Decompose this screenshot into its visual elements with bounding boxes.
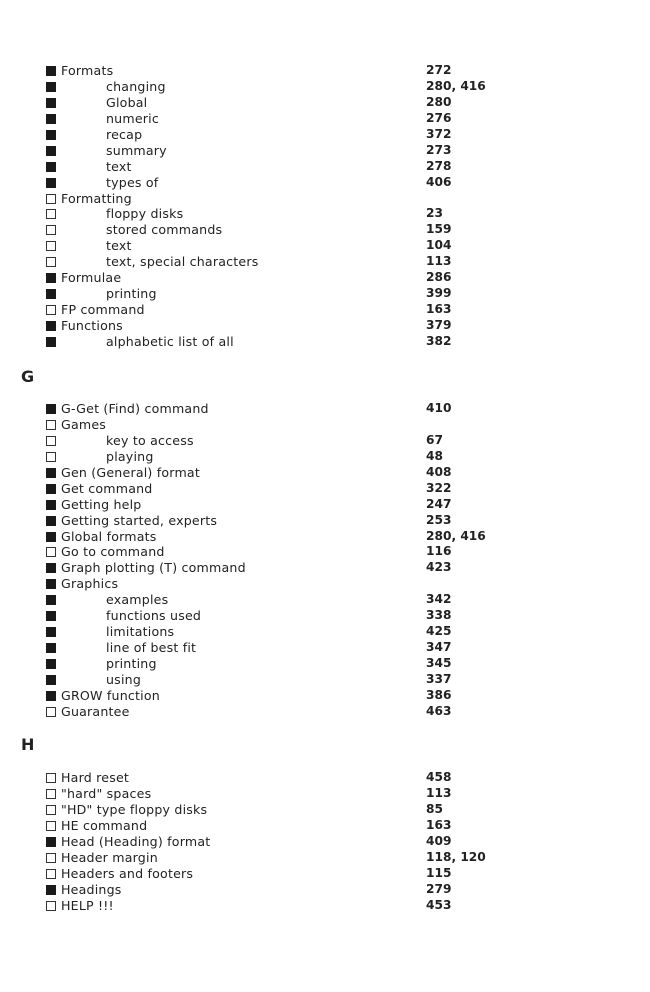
index-entry xyxy=(46,544,606,560)
page-numbers: 113 xyxy=(426,254,452,269)
index-entry xyxy=(46,640,606,656)
page-numbers: 342 xyxy=(426,592,452,607)
index-subterm: playing xyxy=(106,448,154,464)
index-entry xyxy=(46,254,606,270)
index-entry xyxy=(46,513,606,529)
filled-square-icon xyxy=(46,337,56,347)
index-entry xyxy=(46,222,606,238)
section-heading-h: H xyxy=(21,735,35,754)
index-term: Formats xyxy=(61,63,114,78)
index-term: "HD" type floppy disks xyxy=(61,801,208,817)
index-entry xyxy=(46,898,606,914)
index-entry xyxy=(46,334,606,350)
index-term: Gen (General) format xyxy=(61,464,200,480)
index-entry xyxy=(46,318,606,334)
empty-square-icon xyxy=(46,305,56,315)
page-numbers: 379 xyxy=(426,318,452,332)
filled-square-icon xyxy=(46,500,56,510)
filled-square-icon xyxy=(46,98,56,108)
page-numbers: 345 xyxy=(426,656,452,670)
page-numbers: 453 xyxy=(426,897,452,912)
filled-square-icon xyxy=(46,130,56,140)
index-entry xyxy=(46,529,606,545)
page-numbers: 410 xyxy=(426,401,452,415)
empty-square-icon xyxy=(46,773,56,783)
index-subterm: printing xyxy=(106,286,157,302)
page-numbers: 279 xyxy=(426,881,452,896)
empty-square-icon xyxy=(46,853,56,863)
index-entry xyxy=(46,143,606,159)
page-numbers: 67 xyxy=(426,432,443,447)
index-term: HELP !!! xyxy=(61,897,114,913)
index-entry xyxy=(46,286,606,302)
filled-square-icon xyxy=(46,532,56,542)
index-entry xyxy=(46,417,606,433)
index-entry xyxy=(46,481,606,497)
index-subterm: recap xyxy=(106,126,143,142)
index-term: Headers and footers xyxy=(61,865,194,881)
filled-square-icon xyxy=(46,273,56,283)
page-numbers: 372 xyxy=(426,126,452,141)
filled-square-icon xyxy=(46,675,56,685)
index-subterm: types of xyxy=(106,174,159,190)
page-numbers: 463 xyxy=(426,703,452,718)
filled-square-icon xyxy=(46,837,56,847)
filled-square-icon xyxy=(46,321,56,331)
page-numbers: 273 xyxy=(426,142,452,157)
index-entry xyxy=(46,834,606,850)
index-subterm: text xyxy=(106,238,132,254)
index-entry xyxy=(46,238,606,254)
index-entry xyxy=(46,191,606,207)
index-entry xyxy=(46,449,606,465)
filled-square-icon xyxy=(46,643,56,653)
index-entry xyxy=(46,866,606,882)
index-term: Getting started, experts xyxy=(61,512,218,528)
index-subterm: floppy disks xyxy=(106,206,184,222)
filled-square-icon xyxy=(46,66,56,76)
index-term: Go to command xyxy=(61,544,165,560)
index-subterm: limitations xyxy=(106,624,175,640)
index-entry xyxy=(46,802,606,818)
index-entry xyxy=(46,592,606,608)
index-term: Global formats xyxy=(61,528,157,544)
page-numbers: 280 xyxy=(426,94,452,109)
page-numbers: 406 xyxy=(426,174,452,189)
index-subterm: line of best fit xyxy=(106,640,197,656)
page-numbers: 272 xyxy=(426,63,452,77)
index-subterm: examples xyxy=(106,592,169,608)
filled-square-icon xyxy=(46,146,56,156)
empty-square-icon xyxy=(46,789,56,799)
index-term: Formulae xyxy=(61,270,122,286)
index-term: Games xyxy=(61,416,107,432)
index-term: G-Get (Find) command xyxy=(61,401,209,416)
index-entry xyxy=(46,576,606,592)
index-entry xyxy=(46,560,606,576)
filled-square-icon xyxy=(46,114,56,124)
index-entry xyxy=(46,608,606,624)
index-entry xyxy=(46,302,606,318)
page-numbers: 386 xyxy=(426,687,452,702)
empty-square-icon xyxy=(46,225,56,235)
page-numbers: 163 xyxy=(426,817,452,832)
page-numbers: 85 xyxy=(426,801,443,816)
index-entry xyxy=(46,770,606,786)
empty-square-icon xyxy=(46,241,56,251)
index-section-f xyxy=(46,63,606,350)
filled-square-icon xyxy=(46,178,56,188)
index-subterm: text xyxy=(106,158,132,174)
index-subterm: stored commands xyxy=(106,222,223,238)
filled-square-icon xyxy=(46,162,56,172)
empty-square-icon xyxy=(46,194,56,204)
page-numbers: 163 xyxy=(426,302,452,317)
page-numbers: 347 xyxy=(426,640,452,655)
filled-square-icon xyxy=(46,82,56,92)
empty-square-icon xyxy=(46,869,56,879)
index-entry xyxy=(46,624,606,640)
page-numbers: 23 xyxy=(426,206,443,221)
index-subterm: changing xyxy=(106,78,166,94)
filled-square-icon xyxy=(46,289,56,299)
index-entry xyxy=(46,433,606,449)
index-term: Functions xyxy=(61,318,123,333)
index-term: GROW function xyxy=(61,687,160,703)
page-numbers: 382 xyxy=(426,333,452,348)
index-subterm: key to access xyxy=(106,432,194,448)
index-subterm: functions used xyxy=(106,608,202,624)
page-numbers: 276 xyxy=(426,110,452,125)
page-numbers: 247 xyxy=(426,496,452,511)
index-entry xyxy=(46,850,606,866)
index-term: Header margin xyxy=(61,849,158,865)
index-term: Graphics xyxy=(61,576,119,592)
page-numbers: 48 xyxy=(426,448,443,463)
index-subterm: printing xyxy=(106,656,157,671)
filled-square-icon xyxy=(46,563,56,573)
page-numbers: 104 xyxy=(426,238,452,253)
page-numbers: 278 xyxy=(426,158,452,173)
index-term: "hard" spaces xyxy=(61,785,152,801)
index-term: Headings xyxy=(61,881,122,897)
empty-square-icon xyxy=(46,547,56,557)
page-numbers: 423 xyxy=(426,560,452,575)
page-numbers: 338 xyxy=(426,608,452,623)
index-term: Head (Heading) format xyxy=(61,833,211,849)
index-entry xyxy=(46,882,606,898)
page-numbers: 399 xyxy=(426,286,452,301)
empty-square-icon xyxy=(46,257,56,267)
page-numbers: 458 xyxy=(426,770,452,784)
page-numbers: 253 xyxy=(426,512,452,527)
index-term: Get command xyxy=(61,480,153,496)
empty-square-icon xyxy=(46,420,56,430)
filled-square-icon xyxy=(46,691,56,701)
filled-square-icon xyxy=(46,885,56,895)
filled-square-icon xyxy=(46,611,56,621)
index-entry xyxy=(46,63,606,79)
index-entry xyxy=(46,465,606,481)
index-entry xyxy=(46,672,606,688)
index-entry xyxy=(46,270,606,286)
filled-square-icon xyxy=(46,595,56,605)
filled-square-icon xyxy=(46,404,56,414)
page-numbers: 280, 416 xyxy=(426,528,486,543)
filled-square-icon xyxy=(46,484,56,494)
empty-square-icon xyxy=(46,436,56,446)
index-term: HE command xyxy=(61,817,148,833)
index-term: Formatting xyxy=(61,190,132,206)
index-entry xyxy=(46,127,606,143)
index-subterm: alphabetic list of all xyxy=(106,333,234,349)
index-subterm: text, special characters xyxy=(106,254,259,270)
index-subterm: summary xyxy=(106,142,167,158)
empty-square-icon xyxy=(46,452,56,462)
index-entry xyxy=(46,175,606,191)
index-subterm: using xyxy=(106,671,142,687)
index-term: FP command xyxy=(61,302,145,318)
index-entry xyxy=(46,688,606,704)
index-section-h xyxy=(46,770,606,913)
index-entry xyxy=(46,656,606,672)
page-numbers: 409 xyxy=(426,833,452,848)
page-numbers: 118, 120 xyxy=(426,849,486,864)
index-entry xyxy=(46,95,606,111)
empty-square-icon xyxy=(46,209,56,219)
page-numbers: 322 xyxy=(426,480,452,495)
filled-square-icon xyxy=(46,659,56,669)
index-entry xyxy=(46,79,606,95)
index-entry xyxy=(46,786,606,802)
empty-square-icon xyxy=(46,901,56,911)
filled-square-icon xyxy=(46,468,56,478)
page-numbers: 113 xyxy=(426,785,452,800)
index-subterm: Global xyxy=(106,94,148,110)
empty-square-icon xyxy=(46,707,56,717)
index-subterm: numeric xyxy=(106,110,159,126)
empty-square-icon xyxy=(46,821,56,831)
page-numbers: 425 xyxy=(426,624,452,639)
index-term: Getting help xyxy=(61,496,142,512)
page-numbers: 280, 416 xyxy=(426,78,486,93)
filled-square-icon xyxy=(46,516,56,526)
index-term: Graph plotting (T) command xyxy=(61,560,246,576)
page-numbers: 159 xyxy=(426,222,452,237)
index-entry xyxy=(46,206,606,222)
index-entry xyxy=(46,704,606,720)
section-heading-g: G xyxy=(21,367,35,386)
index-entry xyxy=(46,818,606,834)
empty-square-icon xyxy=(46,805,56,815)
index-section-g xyxy=(46,401,606,720)
index-entry xyxy=(46,497,606,513)
filled-square-icon xyxy=(46,579,56,589)
page-numbers: 408 xyxy=(426,464,452,479)
index-entry xyxy=(46,111,606,127)
index-term: Hard reset xyxy=(61,770,130,785)
index-entry xyxy=(46,159,606,175)
index-term: Guarantee xyxy=(61,703,130,719)
page-numbers: 337 xyxy=(426,671,452,686)
page-numbers: 286 xyxy=(426,270,452,285)
filled-square-icon xyxy=(46,627,56,637)
page-numbers: 116 xyxy=(426,544,452,559)
page-numbers: 115 xyxy=(426,865,452,880)
index-entry xyxy=(46,401,606,417)
